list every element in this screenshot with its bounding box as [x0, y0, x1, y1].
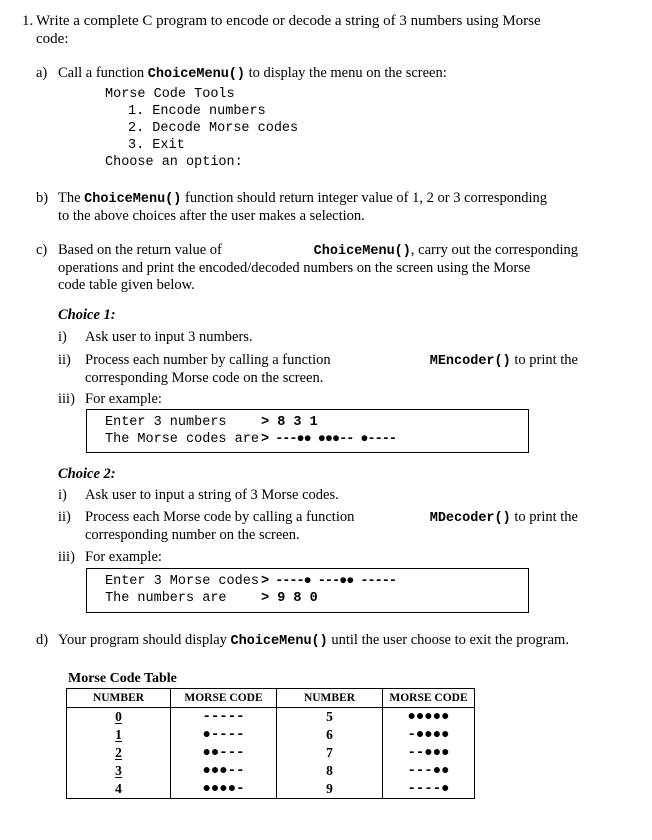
example-1-prompt: Enter 3 numbers: [105, 415, 227, 430]
table-row: [67, 726, 475, 744]
cell-morse: -●●●●: [383, 726, 475, 744]
cell-number: 8: [277, 762, 383, 780]
func-mdecoder: MDecoder(): [429, 511, 511, 526]
choice-1-i-text: Ask user to input 3 numbers.: [85, 329, 253, 345]
menu-option-3: 3. Exit: [128, 138, 185, 153]
example-2-prompt: Enter 3 Morse codes: [105, 574, 259, 589]
choice-2-ii-text-cont: corresponding number on the screen.: [85, 527, 300, 543]
cell-number: 5: [277, 708, 383, 727]
part-c-text: Based on the return value of ChoiceMenu(), carry out the corresponding: [58, 242, 578, 259]
choice-1-ii-text-cont: corresponding Morse code on the screen.: [85, 370, 324, 386]
question-number: 1.: [22, 13, 34, 29]
table-title: Morse Code Table: [68, 671, 177, 686]
choice-2-iii-text: For example:: [85, 549, 162, 565]
cell-number: 2: [67, 744, 171, 762]
choice-1-heading: Choice 1:: [58, 307, 116, 323]
example-box-2: [86, 568, 529, 613]
header-morse-code: MORSE CODE: [171, 689, 277, 708]
part-b-text: The ChoiceMenu() function should return integer value of 1, 2 or 3 corresponding: [58, 190, 548, 207]
cell-morse: ----●: [383, 780, 475, 799]
cell-number: 7: [277, 744, 383, 762]
table-row: [67, 762, 475, 780]
cell-number: 6: [277, 726, 383, 744]
cell-morse: --●●●: [383, 744, 475, 762]
choice-2-iii-label: iii): [58, 549, 75, 565]
part-b-label: b): [36, 190, 49, 206]
part-a-text: Call a function ChoiceMenu() to display the menu on the screen:: [58, 65, 447, 82]
choice-1-ii-label: ii): [58, 352, 71, 368]
choice-1-iii-label: iii): [58, 391, 75, 407]
cell-morse: ---●●: [383, 762, 475, 780]
menu-option-2: 2. Decode Morse codes: [128, 121, 299, 136]
part-c-label: c): [36, 242, 48, 258]
table-row: [67, 708, 475, 727]
table-row: [67, 780, 475, 799]
menu-title: Morse Code Tools: [105, 87, 235, 102]
cell-morse: ●●●●-: [171, 780, 277, 799]
table-header-row: [67, 689, 475, 708]
choice-1-i-label: i): [58, 329, 67, 345]
cell-morse: ●----: [171, 726, 277, 744]
menu-prompt: Choose an option:: [105, 155, 243, 170]
choice-2-ii-text: Process each Morse code by calling a function MDecoder() to print the: [85, 509, 578, 526]
example-1-input: > 8 3 1: [261, 415, 318, 430]
func-choicemenu: ChoiceMenu(): [230, 634, 328, 649]
header-morse-code: MORSE CODE: [383, 689, 475, 708]
choice-1-ii-text: Process each number by calling a function MEncoder() to print the: [85, 352, 578, 369]
header-number: NUMBER: [67, 689, 171, 708]
example-2-output-value: > 9 8 0: [261, 591, 318, 606]
part-c-text-3: code table given below.: [58, 277, 195, 293]
question-text: Write a complete C program to encode or decode a string of 3 numbers using Morse: [36, 13, 541, 29]
example-2-input: > ----● ---●● -----: [261, 574, 396, 589]
cell-morse: ●●---: [171, 744, 277, 762]
part-d-label: d): [36, 632, 49, 648]
example-1-output-value: > ---●● ●●●-- ●----: [261, 432, 396, 447]
cell-number: 3: [67, 762, 171, 780]
menu-option-1: 1. Encode numbers: [128, 104, 266, 119]
part-a-label: a): [36, 65, 48, 81]
table-row: [67, 744, 475, 762]
cell-morse: -----: [171, 708, 277, 727]
func-choicemenu: ChoiceMenu(): [84, 192, 182, 207]
choice-2-i-label: i): [58, 487, 67, 503]
cell-number: 0: [67, 708, 171, 727]
part-c-text-2: operations and print the encoded/decoded numbers on the screen using the Morse: [58, 260, 531, 276]
func-choicemenu: ChoiceMenu(): [313, 244, 411, 259]
choice-2-i-text: Ask user to input a string of 3 Morse codes.: [85, 487, 339, 503]
func-mencoder: MEncoder(): [429, 354, 511, 369]
cell-number: 9: [277, 780, 383, 799]
choice-2-heading: Choice 2:: [58, 466, 116, 482]
example-box-1: [86, 409, 529, 453]
example-2-output-label: The numbers are: [105, 591, 227, 606]
cell-morse: ●●●--: [171, 762, 277, 780]
question-text-cont: code:: [36, 31, 69, 47]
choice-2-ii-label: ii): [58, 509, 71, 525]
func-choicemenu: ChoiceMenu(): [147, 67, 246, 82]
cell-number: 1: [67, 726, 171, 744]
morse-code-table: [66, 688, 475, 799]
part-d-text: Your program should display ChoiceMenu() until the user choose to exit the program.: [58, 632, 569, 649]
header-number: NUMBER: [277, 689, 383, 708]
cell-morse: ●●●●●: [383, 708, 475, 727]
choice-1-iii-text: For example:: [85, 391, 162, 407]
cell-number: 4: [67, 780, 171, 799]
part-b-text-cont: to the above choices after the user makes a selection.: [58, 208, 365, 224]
example-1-output-label: The Morse codes are: [105, 432, 259, 447]
